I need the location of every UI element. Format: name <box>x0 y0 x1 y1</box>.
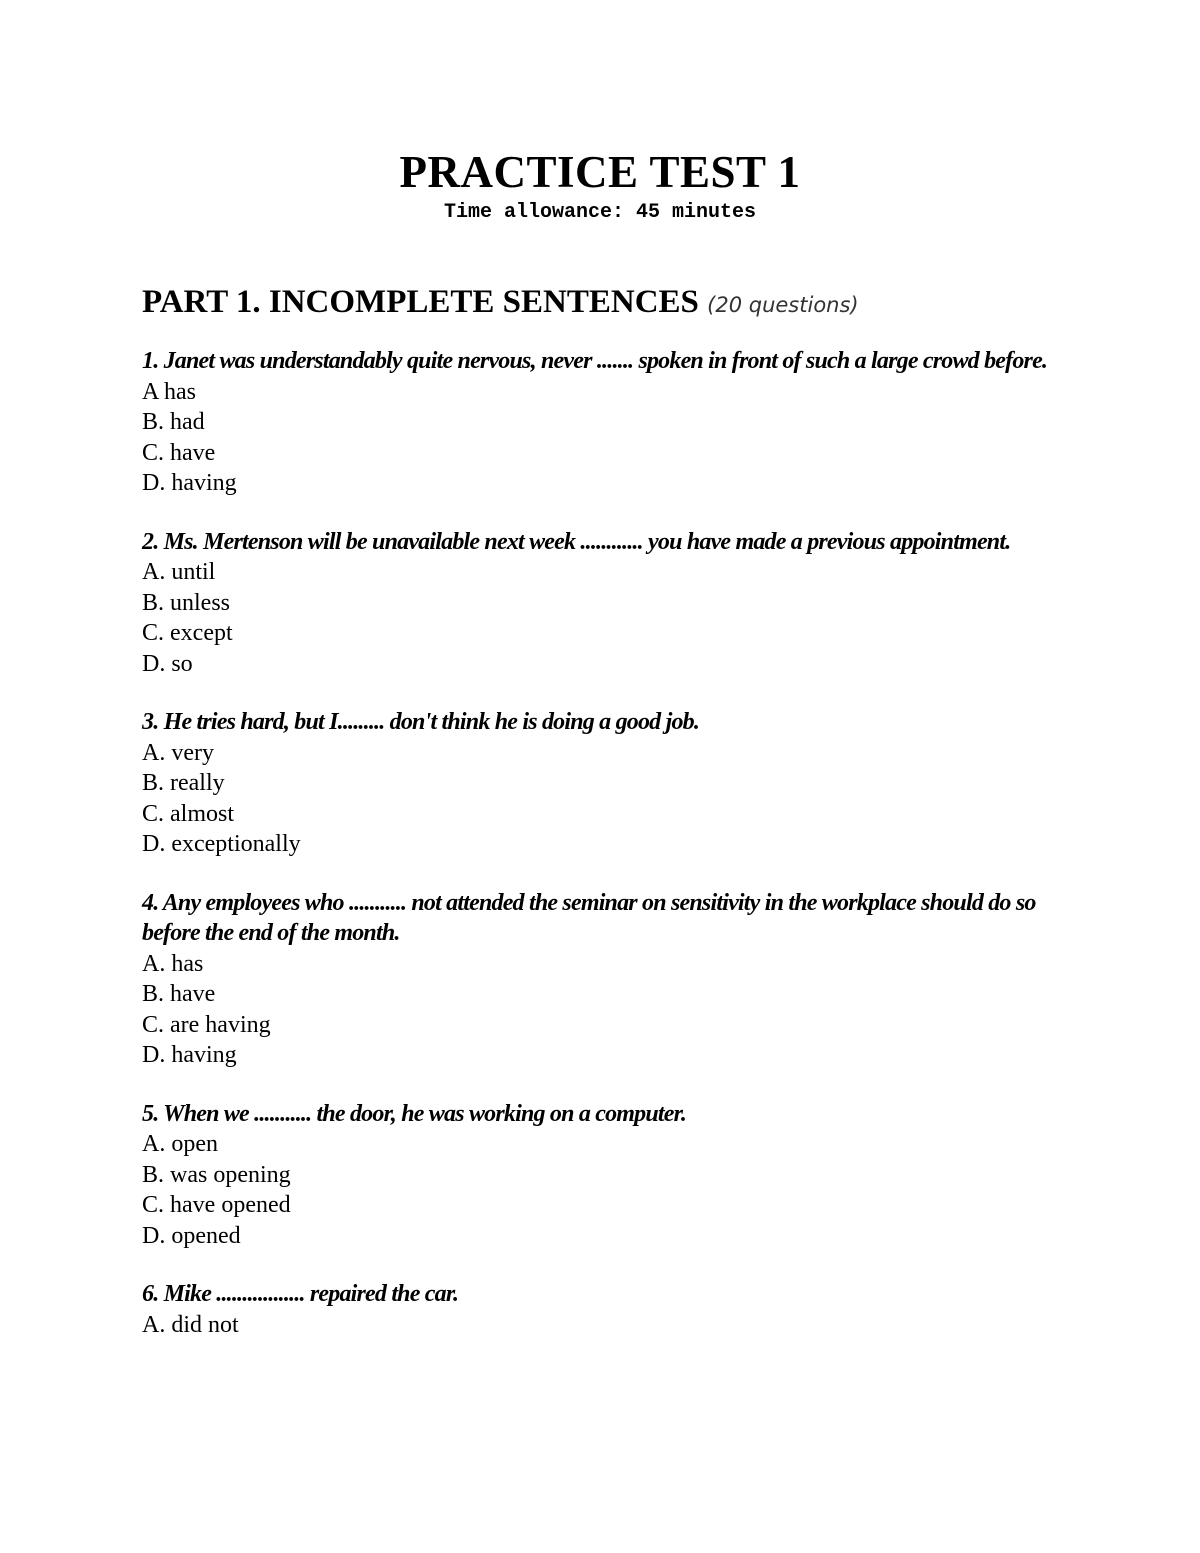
answer-option: C. have opened <box>142 1192 291 1218</box>
part-heading <box>142 282 859 325</box>
question-count-note: (20 questions) <box>707 293 859 317</box>
answer-options <box>142 738 1062 860</box>
answer-option: D. having <box>142 470 237 496</box>
answer-option: B. really <box>142 770 225 796</box>
question-stem: 6. Mike ................. repaired the car. <box>142 1281 459 1307</box>
answer-option: C. have <box>142 439 216 466</box>
question-item <box>142 1279 1062 1340</box>
answer-option: B. have <box>142 981 216 1007</box>
answer-option: C. are having <box>142 1011 271 1038</box>
answer-options <box>142 377 1062 499</box>
answer-option: C. almost <box>142 800 235 827</box>
answer-options <box>142 1129 1062 1251</box>
answer-options <box>142 949 1062 1071</box>
question-stem: 3. He tries hard, but I......... don't think he is doing a good job. <box>142 709 700 735</box>
answer-option: B. unless <box>142 589 231 616</box>
question-stem: 5. When we ........... the door, he was working on a computer. <box>142 1100 687 1127</box>
question-stem: 1. Janet was understandably quite nervous, never ....... spoken in front of such a large crowd before. <box>142 348 1048 374</box>
answer-option: A has <box>142 378 196 405</box>
question-item <box>142 527 1062 680</box>
question-stem: 4. Any employees who ........... not attended the seminar on sensitivity in the workplace should do so before the end of the month. <box>142 889 1036 946</box>
page-title: PRACTICE TEST 1 <box>399 147 801 197</box>
answer-option: D. so <box>142 650 193 677</box>
answer-option: B. had <box>142 409 205 435</box>
answer-option: A. did not <box>142 1311 239 1338</box>
question-stem: 2. Ms. Mertenson will be unavailable next week ............ you have made a previous appointment. <box>142 528 1011 555</box>
answer-options <box>142 1310 1062 1341</box>
time-allowance: Time allowance: 45 minutes <box>443 201 757 224</box>
answer-options <box>142 557 1062 679</box>
answer-option: B. was opening <box>142 1161 291 1188</box>
answer-option: A. until <box>142 559 216 585</box>
question-item <box>142 707 1062 860</box>
answer-option: C. except <box>142 620 233 646</box>
answer-option: D. opened <box>142 1222 241 1249</box>
answer-option: A. open <box>142 1131 218 1157</box>
question-item <box>142 888 1062 1071</box>
answer-option: A. very <box>142 739 214 766</box>
question-item <box>142 346 1062 499</box>
part-title: PART 1. INCOMPLETE SENTENCES <box>142 284 699 320</box>
question-item <box>142 1099 1062 1252</box>
question-list <box>142 346 1062 1368</box>
answer-option: A. has <box>142 950 204 977</box>
answer-option: D. exceptionally <box>142 831 301 857</box>
answer-option: D. having <box>142 1042 237 1068</box>
